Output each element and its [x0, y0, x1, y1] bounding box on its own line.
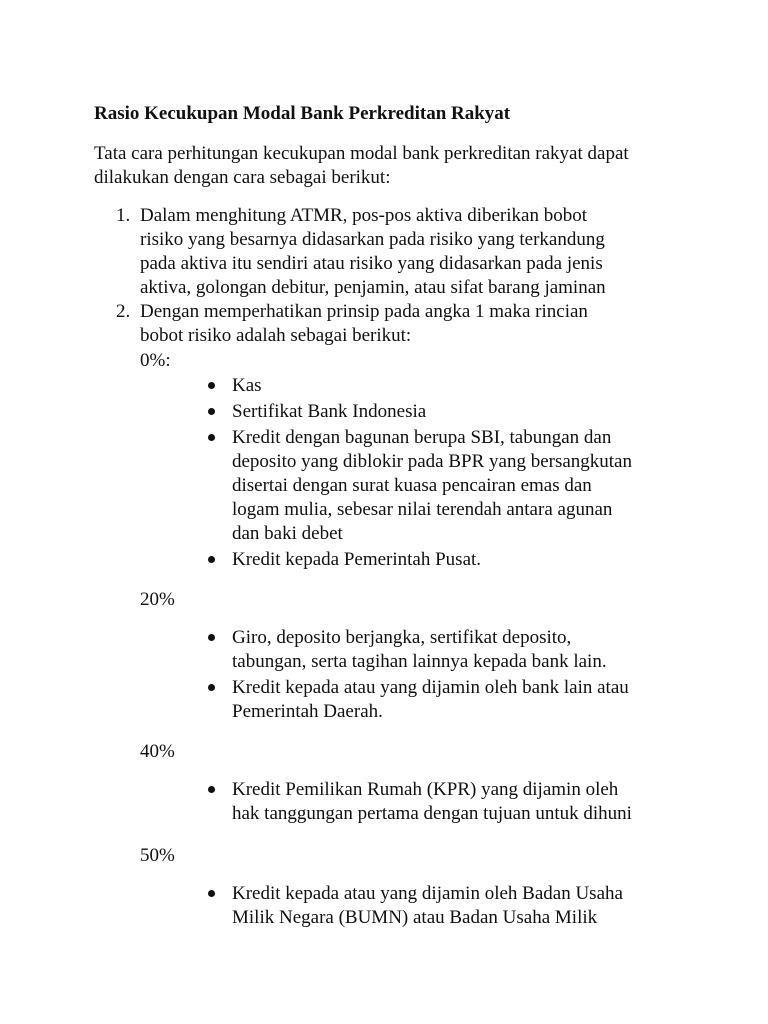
bullet-icon [208, 382, 215, 389]
item-line: Dalam menghitung ATMR, pos-pos aktiva diberikan bobot [140, 205, 587, 226]
item-line: aktiva, golongan debitur, penjamin, atau sifat barang jaminan [140, 277, 606, 298]
bullet-line: disertai dengan surat kuasa pencairan emas dan [232, 475, 592, 496]
item-line: pada aktiva itu sendiri atau risiko yang didasarkan pada jenis [140, 253, 603, 274]
bullet-text [232, 548, 692, 572]
bullet-text [232, 778, 692, 826]
bullet-icon [208, 556, 215, 563]
intro-line: Tata cara perhitungan kecukupan modal bank perkreditan rakyat dapat [94, 143, 629, 164]
bullet-icon [208, 634, 215, 641]
item-text [140, 300, 680, 348]
item-line: bobot risiko adalah sebagai berikut: [140, 325, 412, 346]
bullet-icon [208, 786, 215, 793]
bullet-line: hak tanggungan pertama dengan tujuan untuk dihuni [232, 803, 632, 824]
bullet-text [232, 426, 692, 546]
bullet-line: logam mulia, sebesar nilai terendah antara agunan [232, 499, 613, 520]
bullet-icon [208, 408, 215, 415]
bullet-line: Pemerintah Daerah. [232, 701, 383, 722]
bullet-line: deposito yang diblokir pada BPR yang bersangkutan [232, 451, 632, 472]
bullet-line: Kredit dengan bagunan berupa SBI, tabungan dan [232, 427, 612, 448]
bullet-text [232, 374, 692, 398]
bullet-icon [208, 890, 215, 897]
bullet-line: Kas [232, 375, 262, 396]
risk-weight-label-20: 20% [140, 589, 175, 610]
item-line: risiko yang besarnya didasarkan pada risiko yang terkandung [140, 229, 605, 250]
bullet-line: Giro, deposito berjangka, sertifikat deposito, [232, 627, 572, 648]
bullet-line: Kredit kepada atau yang dijamin oleh bank lain atau [232, 677, 629, 698]
bullet-line: Sertifikat Bank Indonesia [232, 401, 427, 422]
document-title: Rasio Kecukupan Modal Bank Perkreditan Rakyat [94, 103, 511, 124]
intro-line: dilakukan dengan cara sebagai berikut: [94, 167, 391, 188]
bullet-text [232, 676, 692, 724]
bullet-line: Kredit kepada atau yang dijamin oleh Badan Usaha [232, 883, 623, 904]
item-line: Dengan memperhatikan prinsip pada angka 1 maka rincian [140, 301, 588, 322]
intro-paragraph [94, 142, 714, 190]
bullet-icon [208, 684, 215, 691]
bullet-text [232, 626, 692, 674]
bullet-icon [208, 434, 215, 441]
risk-weight-label-40: 40% [140, 741, 175, 762]
item-text [140, 204, 680, 300]
item-number: 2. [116, 301, 131, 322]
bullet-line: tabungan, serta tagihan lainnya kepada bank lain. [232, 651, 607, 672]
risk-weight-label-0: 0%: [140, 350, 171, 371]
bullet-text [232, 400, 692, 424]
bullet-line: Milik Negara (BUMN) atau Badan Usaha Milik [232, 907, 598, 928]
bullet-line: dan baki debet [232, 523, 343, 544]
bullet-line: Kredit Pemilikan Rumah (KPR) yang dijamin oleh [232, 779, 619, 800]
item-number: 1. [116, 205, 131, 226]
bullet-text [232, 882, 692, 930]
bullet-line: Kredit kepada Pemerintah Pusat. [232, 549, 482, 570]
risk-weight-label-50: 50% [140, 845, 175, 866]
